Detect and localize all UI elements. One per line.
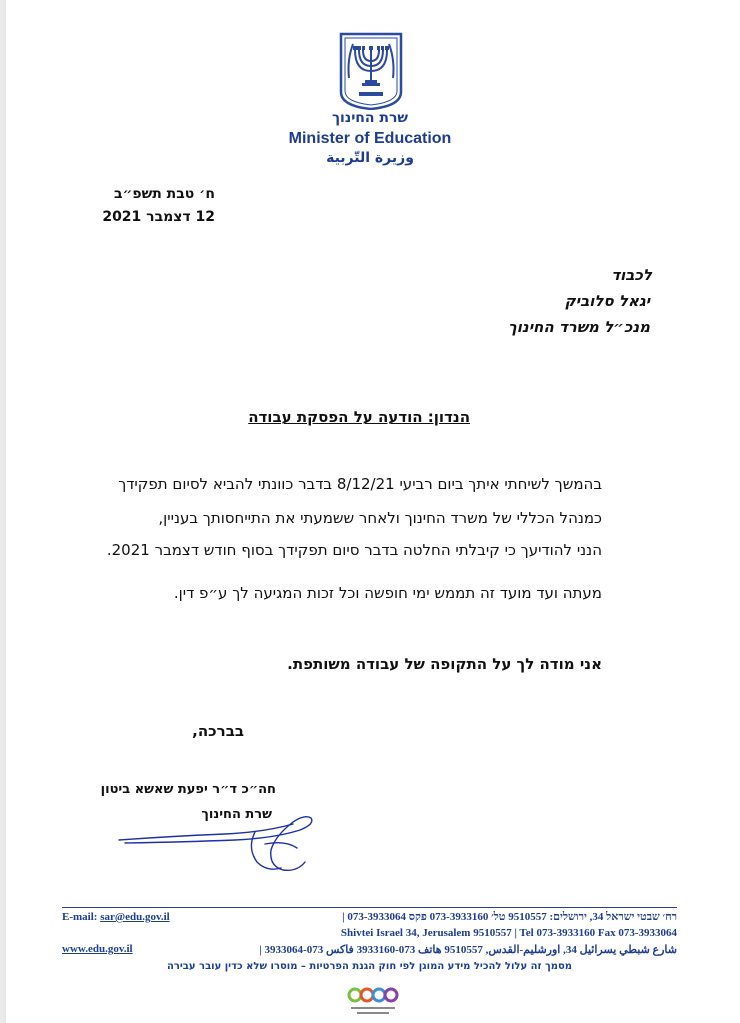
footer-rule bbox=[62, 907, 677, 908]
footer-privacy-note: מסמך זה עלול להכיל מידע המוגן לפי חוק הגנת הפרטיות – מוסרו שלא כדין עובר עבירה bbox=[166, 961, 573, 972]
closing-regards: בברכה, bbox=[192, 722, 244, 740]
body-line-3: הנני להודיעך כי קיבלתי החלטה בדבר סיום תפקידך בסוף חודש דצמבר 2021. bbox=[106, 541, 602, 559]
footer-website-link[interactable]: www.edu.gov.il bbox=[62, 943, 133, 955]
footer-email-label: E-mail: bbox=[62, 911, 98, 923]
menorah-emblem-icon bbox=[335, 30, 407, 110]
footer-address-arabic: شارع شبطي يسرائيل 34, اورشليم-القدس, 9510557 هاتف 073-3933160 فاكس 073-3933064 | bbox=[259, 944, 677, 956]
addressee-name: יגאל סלוביק bbox=[564, 292, 650, 310]
body-line-4: מעתה ועד מועד זה תממש ימי חופשה וכל זכות המגיעה לך ע״פ דין. bbox=[173, 584, 602, 602]
footer-email-link[interactable]: sar@edu.gov.il bbox=[100, 911, 170, 923]
gregorian-date: 12 דצמבר 2021 bbox=[102, 209, 215, 225]
signer-title: שרת החינוך bbox=[201, 807, 272, 822]
subject-line: הנדון: הודעה על הפסקת עבודה bbox=[248, 408, 470, 426]
hebrew-date: ח׳ טבת תשפ״ב bbox=[113, 186, 215, 202]
footer-line-3 bbox=[62, 943, 677, 956]
footer-line-1 bbox=[62, 911, 677, 923]
addressee-salutation: לכבוד bbox=[611, 266, 652, 284]
footer-line-2: Shivtei Israel 34, Jerusalem 9510557 | Tel 073-3933160 Fax 073-3933064 bbox=[340, 927, 677, 939]
body-line-2: כמנהל הכללי של משרד החינוך ולאחר ששמעתי את התייחסותך בעניין, bbox=[158, 509, 602, 527]
body-line-1: בהמשך לשיחתי איתך ביום רביעי 8/12/21 בדבר כוונתי להביא לסיום תפקידך bbox=[118, 475, 602, 493]
header-title-arabic: وزيرة التّربية bbox=[326, 150, 414, 166]
addressee-title: מנכ״ל משרד החינוך bbox=[508, 318, 650, 336]
thanks-line: אני מודה לך על התקופה של עבודה משותפת. bbox=[287, 655, 602, 673]
header-title-english: Minister of Education bbox=[288, 130, 452, 147]
handwritten-signature bbox=[115, 810, 325, 880]
footer-address-hebrew: רח׳ שבטי ישראל 34, ירושלים: 9510557 טל׳ 073-3933160 פקס 073-3933064 | bbox=[342, 911, 677, 923]
signer-name: חה״כ ד״ר יפעת שאשא ביטון bbox=[100, 782, 276, 797]
header-title-hebrew: שרת החינוך bbox=[331, 110, 409, 126]
education-service-logo bbox=[345, 985, 400, 1019]
